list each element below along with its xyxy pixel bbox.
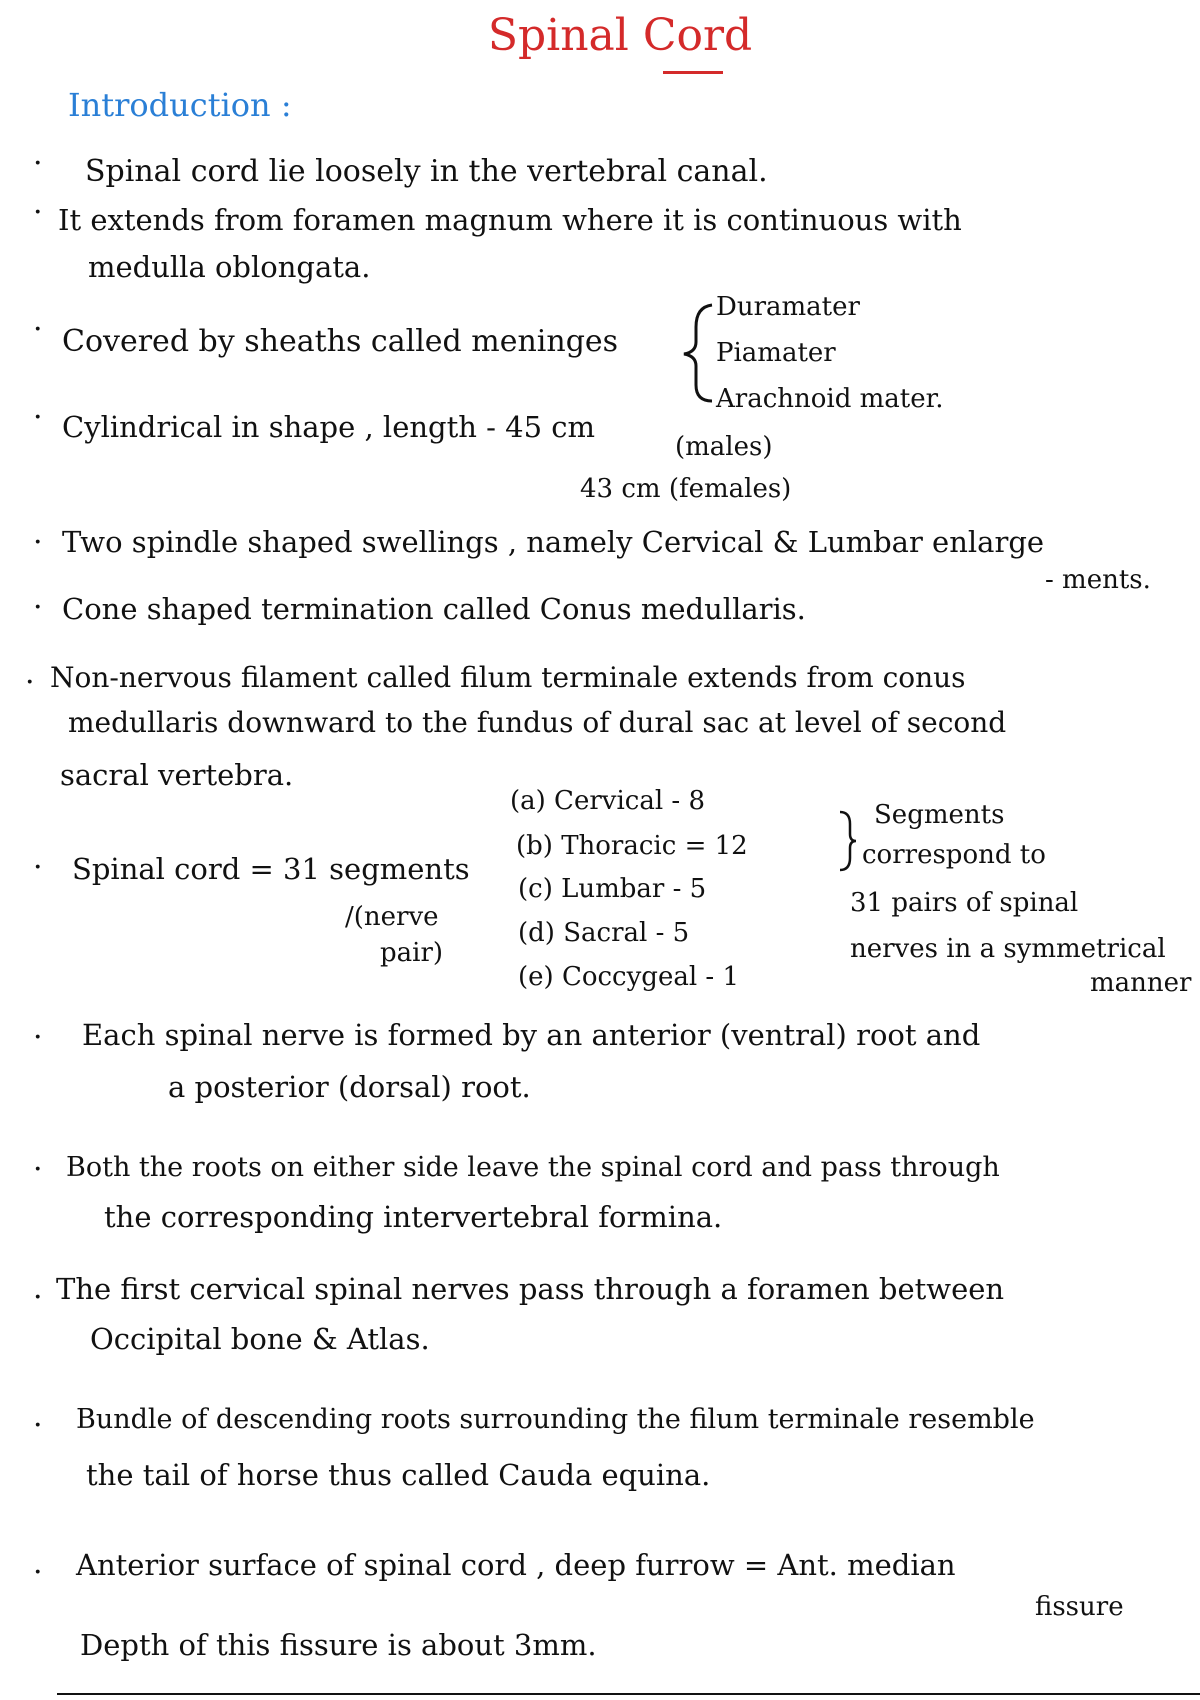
note-line: Both the roots on either side leave the spinal cord and pass through	[66, 1152, 1000, 1183]
note-line: Anterior surface of spinal cord , deep furrow = Ant. median	[76, 1548, 956, 1582]
note-line: a posterior (dorsal) root.	[168, 1070, 531, 1104]
bullet-dot: ·	[33, 312, 43, 347]
bullet-dot: ·	[33, 146, 43, 181]
meninges-item: Duramater	[716, 292, 860, 322]
meninges-item: Piamater	[716, 338, 836, 368]
note-line: Cone shaped termination called Conus medullaris.	[62, 592, 806, 626]
note-line: sacral vertebra.	[60, 758, 294, 792]
bullet-dot: ·	[33, 1280, 43, 1315]
segment-item: (e) Coccygeal - 1	[518, 962, 739, 992]
segment-item: (b) Thoracic = 12	[516, 831, 748, 861]
note-line: Spinal cord = 31 segments	[72, 852, 470, 886]
note-line: fissure	[1035, 1592, 1124, 1622]
note-line: Segments	[874, 800, 1005, 830]
note-line: The first cervical spinal nerves pass through a foramen between	[56, 1272, 1005, 1306]
note-line: Each spinal nerve is formed by an anterior (ventral) root and	[82, 1018, 981, 1052]
note-line: Depth of this fissure is about 3mm.	[80, 1628, 597, 1662]
title-underline	[663, 71, 723, 74]
note-line: medulla oblongata.	[88, 250, 371, 284]
note-line: manner	[1090, 968, 1192, 998]
bullet-dot: ·	[33, 1152, 43, 1187]
bullet-dot: ·	[33, 1408, 43, 1443]
note-line: Spinal cord lie loosely in the vertebral canal.	[85, 154, 768, 189]
section-heading: Introduction :	[68, 86, 292, 124]
note-line: nerves in a symmetrical	[850, 934, 1166, 964]
note-line: the tail of horse thus called Cauda equina.	[86, 1458, 711, 1492]
bullet-dot: ·	[33, 1020, 43, 1055]
page-title: Spinal Cord	[487, 10, 753, 61]
bullet-dot: ·	[33, 590, 43, 625]
note-line: Cylindrical in shape , length - 45 cm	[62, 410, 596, 444]
note-line: 31 pairs of spinal	[850, 888, 1079, 918]
note-line: Bundle of descending roots surrounding the filum terminale resemble	[76, 1404, 1035, 1435]
note-line: /(nerve	[345, 902, 439, 932]
segment-item: (c) Lumbar - 5	[518, 874, 707, 904]
note-line: pair)	[380, 938, 444, 968]
segment-item: (a) Cervical - 8	[510, 786, 705, 816]
note-line: medullaris downward to the fundus of dural sac at level of second	[68, 706, 1007, 739]
bottom-rule	[57, 1693, 1200, 1695]
segment-item: (d) Sacral - 5	[518, 918, 690, 948]
bullet-dot: ·	[25, 665, 35, 700]
note-line: Occipital bone & Atlas.	[90, 1322, 430, 1356]
note-line: It extends from foramen magnum where it is continuous with	[58, 203, 962, 237]
bullet-dot: ·	[33, 525, 43, 560]
note-line: the corresponding intervertebral formina.	[104, 1200, 723, 1234]
note-line: 43 cm (females)	[580, 474, 792, 504]
bullet-dot: ·	[33, 1555, 43, 1590]
bullet-dot: ·	[33, 195, 43, 230]
note-line: - ments.	[1045, 565, 1151, 595]
note-line: Two spindle shaped swellings , namely Cervical & Lumbar enlarge	[62, 525, 1045, 559]
note-line: Covered by sheaths called meninges	[62, 324, 619, 359]
bullet-dot: ·	[33, 400, 43, 435]
meninges-brace	[676, 297, 720, 407]
note-line: (males)	[675, 432, 773, 462]
note-line: Non-nervous filament called filum terminale extends from conus	[50, 661, 966, 694]
meninges-item: Arachnoid mater.	[716, 384, 944, 414]
note-line: correspond to	[862, 840, 1046, 870]
bullet-dot: ·	[33, 850, 43, 885]
segments-brace	[834, 808, 858, 874]
